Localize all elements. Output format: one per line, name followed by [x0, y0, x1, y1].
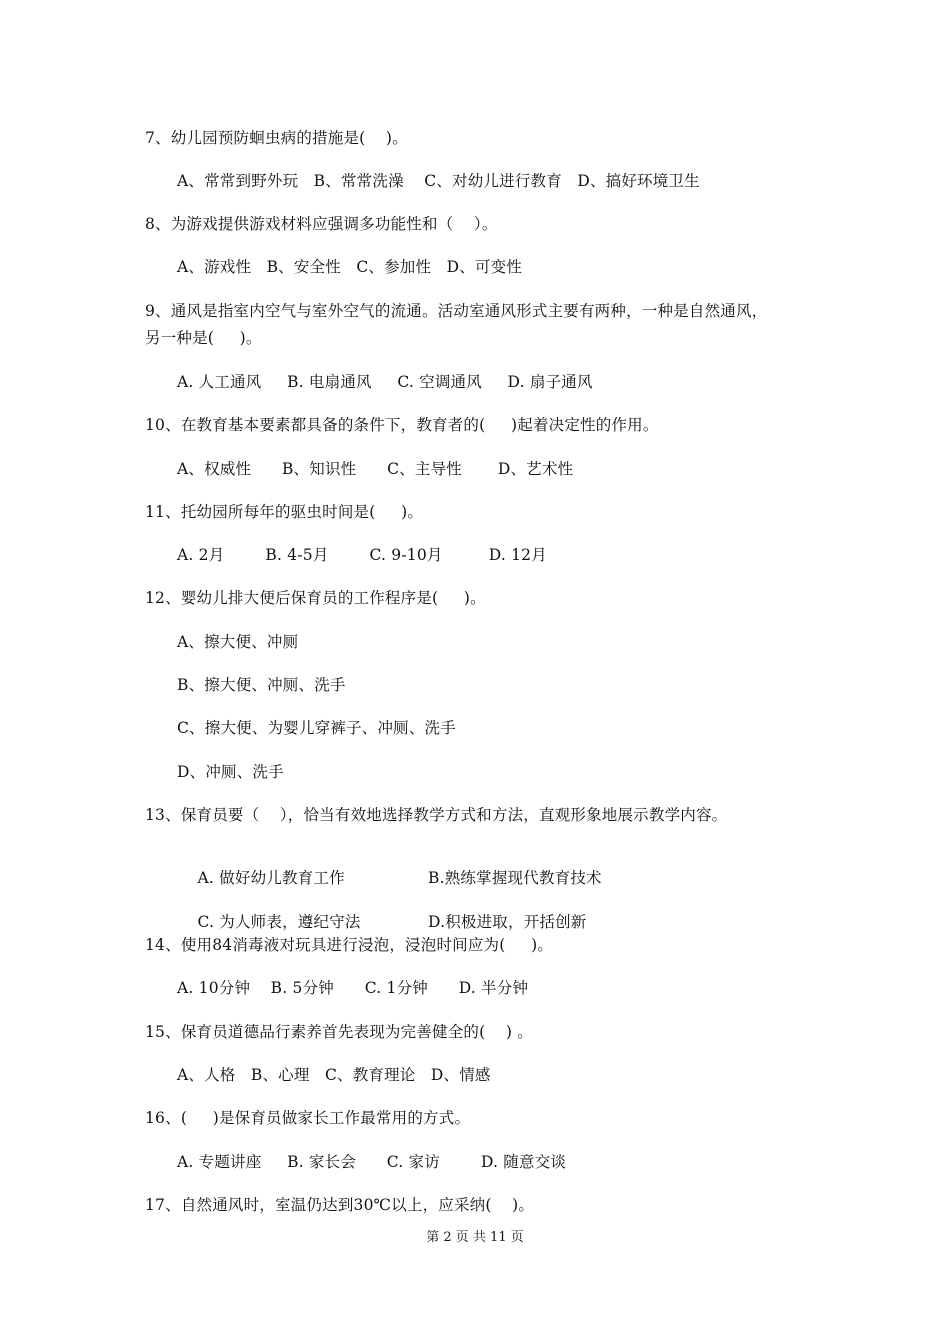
question-17-stem: 17、自然通风时，室温仍达到30℃以上，应采纳( )。: [145, 1196, 535, 1214]
question-13-stem: 13、保育员要（ ），恰当有效地选择教学方式和方法，直观形象地展示教学内容。: [145, 806, 728, 824]
question-14-options: A. 10分钟 B. 5分钟 C. 1分钟 D. 半分钟: [177, 979, 529, 997]
question-16-options: A. 专题讲座 B. 家长会 C. 家访 D. 随意交谈: [177, 1153, 567, 1171]
question-12-option-b: B、擦大便、冲厕、洗手: [177, 676, 346, 694]
question-12-option-a: A、擦大便、冲厕: [177, 633, 299, 651]
question-9-stem-line2: 另一种是( )。: [145, 329, 262, 347]
question-7-stem: 7、幼儿园预防蛔虫病的措施是( )。: [145, 129, 408, 147]
question-13-option-c: C. 为人师表，遵纪守法: [197, 913, 361, 931]
question-7-options: A、常常到野外玩 B、常常洗澡 C、对幼儿进行教育 D、搞好环境卫生: [177, 172, 700, 190]
question-14-stem: 14、使用84消毒液对玩具进行浸泡，浸泡时间应为( )。: [145, 936, 554, 954]
page-indicator: 第 2 页 共 11 页: [426, 1230, 524, 1245]
question-15-options: A、人格 B、心理 C、教育理论 D、情感: [177, 1066, 491, 1084]
question-10-options: A、权威性 B、知识性 C、主导性 D、艺术性: [177, 460, 574, 478]
question-12-option-d: D、冲厕、洗手: [177, 763, 284, 781]
question-16-stem: 16、( )是保育员做家长工作最常用的方式。: [145, 1109, 471, 1127]
question-13-option-b: B.熟练掌握现代教育技术: [428, 869, 602, 887]
question-11-options: A. 2月 B. 4-5月 C. 9-10月 D. 12月: [177, 546, 547, 564]
question-9-stem-line1: 9、通风是指室内空气与室外空气的流通。活动室通风形式主要有两种，一种是自然通风，: [145, 302, 768, 320]
question-13-option-a: A. 做好幼儿教育工作: [197, 869, 345, 887]
question-9-options: A. 人工通风 B. 电扇通风 C. 空调通风 D. 扇子通风: [177, 373, 593, 391]
question-15-stem: 15、保育员道德品行素养首先表现为完善健全的( ) 。: [145, 1023, 533, 1041]
question-12-option-c: C、擦大便、为婴儿穿裤子、冲厕、洗手: [177, 719, 456, 737]
question-12-stem: 12、婴幼儿排大便后保育员的工作程序是( )。: [145, 589, 486, 607]
question-13-option-d: D.积极进取，开括创新: [428, 913, 587, 931]
question-10-stem: 10、在教育基本要素都具备的条件下，教育者的( )起着决定性的作用。: [145, 416, 659, 434]
question-8-stem: 8、为游戏提供游戏材料应强调多功能性和（ ）。: [145, 215, 498, 233]
question-8-options: A、游戏性 B、安全性 C、参加性 D、可变性: [177, 258, 523, 276]
question-11-stem: 11、托幼园所每年的驱虫时间是( )。: [145, 503, 424, 521]
